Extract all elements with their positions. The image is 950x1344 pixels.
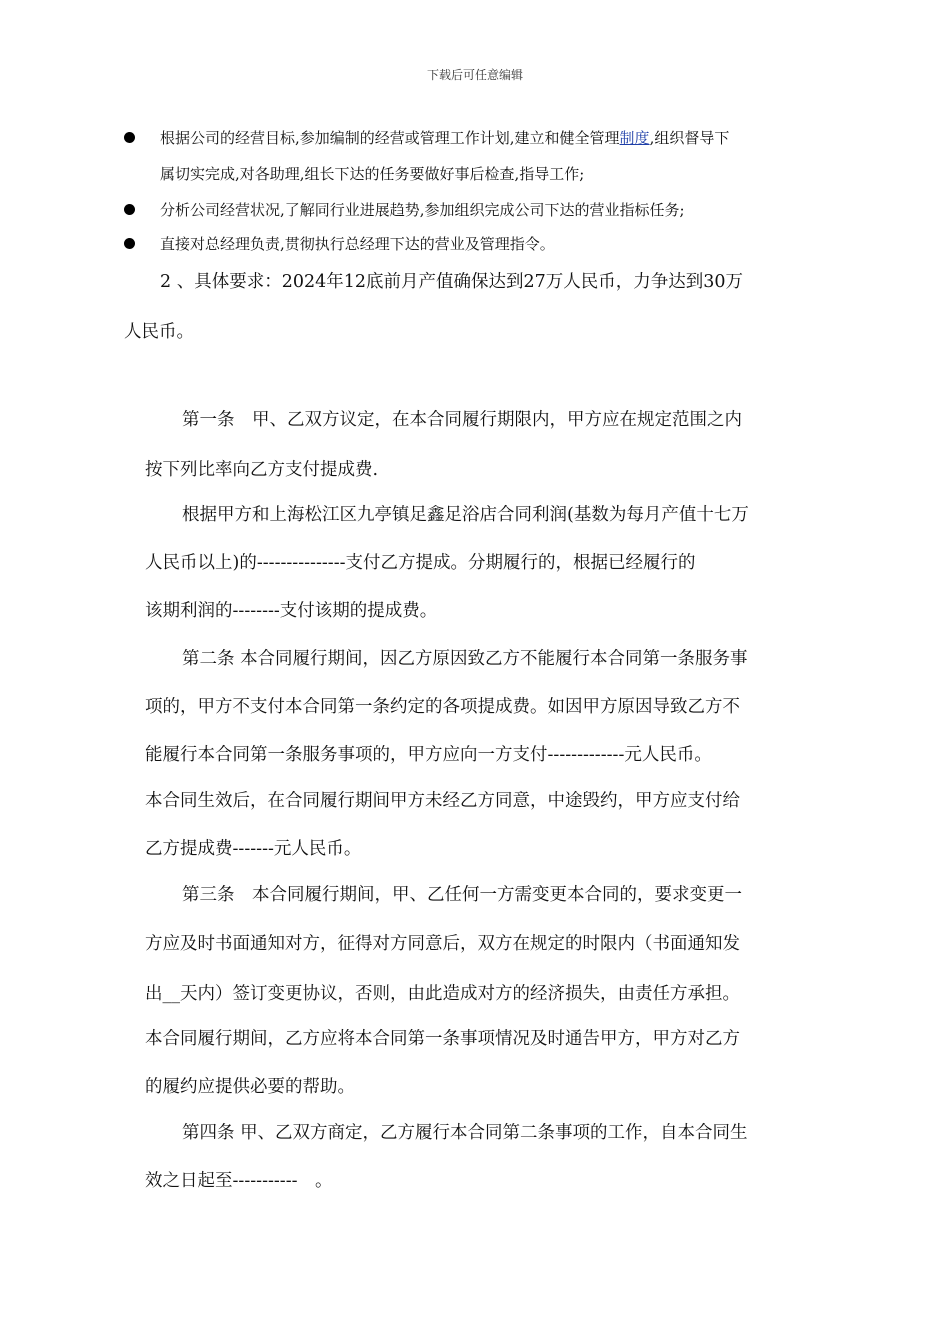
bullet-text: 直接对总经理负责,贯彻执行总经理下达的营业及管理指令。: [160, 235, 555, 253]
article-line: 效之日起至----------- 。: [145, 1171, 333, 1191]
article-line: 项的，甲方不支付本合同第一条约定的各项提成费。如因甲方原因导致乙方不: [145, 697, 740, 717]
requirement-line: 人民币。: [124, 322, 194, 342]
article-line: 按下列比率向乙方支付提成费.: [145, 460, 379, 480]
article-line: 根据甲方和上海松江区九亭镇足鑫足浴店合同利润(基数为每月产值十七万: [182, 505, 749, 525]
bullet-icon: [124, 204, 135, 215]
list-item: [124, 192, 804, 228]
article-line: 第三条 本合同履行期间，甲、乙任何一方需变更本合同的，要求变更一: [182, 885, 742, 905]
article-line: 第二条 本合同履行期间，因乙方原因致乙方不能履行本合同第一条服务事: [182, 649, 748, 669]
article-line: 人民币以上)的---------------支付乙方提成。分期履行的，根据已经履行的: [145, 553, 696, 573]
article-line: 本合同生效后，在合同履行期间甲方未经乙方同意，中途毁约，甲方应支付给: [145, 791, 740, 811]
link-zhidu[interactable]: 制度: [619, 129, 650, 147]
bullet-text: ,组织督导下: [649, 129, 730, 147]
article-line: 的履约应提供必要的帮助。: [145, 1077, 355, 1097]
article-line: 本合同履行期间，乙方应将本合同第一条事项情况及时通告甲方，甲方对乙方: [145, 1029, 740, 1049]
article-line: 该期利润的--------支付该期的提成费。: [145, 601, 438, 621]
bullet-text: 属切实完成,对各助理,组长下达的任务要做好事后检查,指导工作;: [160, 165, 585, 183]
bullet-text: 分析公司经营状况,了解同行业进展趋势,参加组织完成公司下达的营业指标任务;: [160, 201, 685, 219]
article-line: 出__天内）签订变更协议，否则，由此造成对方的经济损失，由责任方承担。: [145, 984, 740, 1004]
bullet-icon: [124, 238, 135, 249]
requirement-line: 2 、具体要求：2024年12底前月产值确保达到27万人民币，力争达到30万: [160, 272, 744, 292]
list-item: [124, 120, 804, 192]
article-line: 第一条 甲、乙双方议定，在本合同履行期限内，甲方应在规定范围之内: [182, 410, 742, 430]
article-line: 第四条 甲、乙双方商定，乙方履行本合同第二条事项的工作，自本合同生: [182, 1123, 748, 1143]
page-header: 下载后可任意编辑: [426, 68, 523, 82]
bullet-text: 根据公司的经营目标,参加编制的经营或管理工作计划,建立和健全管理: [160, 129, 620, 147]
list-item: [124, 226, 804, 262]
article-line: 能履行本合同第一条服务事项的，甲方应向一方支付-------------元人民币。: [145, 745, 712, 765]
article-line: 方应及时书面通知对方，征得对方同意后，双方在规定的时限内（书面通知发: [145, 934, 740, 954]
bullet-icon: [124, 132, 135, 143]
article-line: 乙方提成费-------元人民币。: [145, 839, 362, 859]
